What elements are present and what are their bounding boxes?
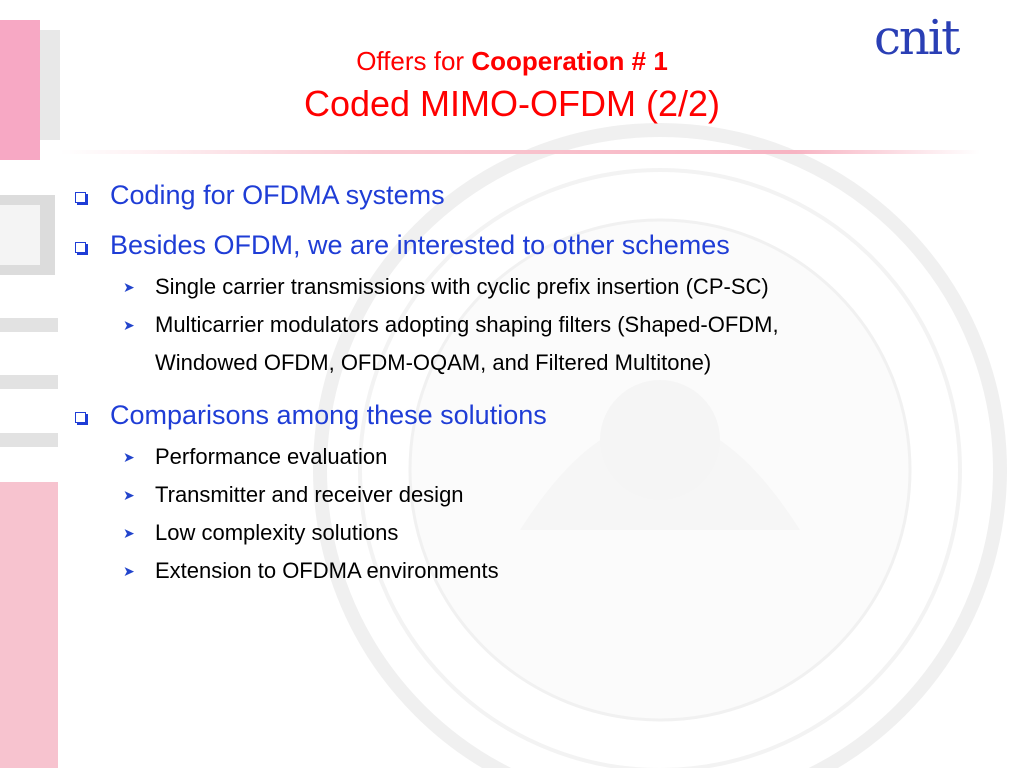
- arrowhead-bullet-icon: ➤: [123, 449, 135, 465]
- arrowhead-bullet-icon: ➤: [123, 317, 135, 333]
- sub-bullet: [70, 438, 990, 476]
- bullet-text: Coding for OFDMA systems: [110, 180, 445, 210]
- square-bullet-icon: [75, 192, 86, 203]
- sub-bullet: [70, 306, 990, 344]
- bullet-text: Besides OFDM, we are interested to other schemes: [110, 230, 730, 260]
- sub-bullet: [70, 476, 990, 514]
- arrowhead-bullet-icon: ➤: [123, 563, 135, 579]
- sub-bullet: [70, 514, 990, 552]
- sub-bullet-text: Performance evaluation: [155, 444, 388, 469]
- title-prefix: Offers for: [356, 46, 472, 76]
- square-bullet-icon: [75, 412, 86, 423]
- arrowhead-bullet-icon: ➤: [123, 279, 135, 295]
- sub-bullet-text: Extension to OFDMA environments: [155, 558, 499, 583]
- square-bullet-icon: [75, 242, 86, 253]
- sub-bullet: [70, 552, 990, 590]
- sub-bullet-text: Low complexity solutions: [155, 520, 399, 545]
- title-area: [0, 44, 1024, 126]
- sub-bullet-text: Single carrier transmissions with cyclic prefix insertion (CP-SC): [155, 274, 769, 299]
- bullet-list: [70, 178, 990, 590]
- title-emphasis: Cooperation # 1: [471, 46, 668, 76]
- arrowhead-bullet-icon: ➤: [123, 525, 135, 541]
- sub-bullet: [70, 268, 990, 306]
- bullet-text: Comparisons among these solutions: [110, 400, 547, 430]
- page-title: Coded MIMO-OFDM (2/2): [303, 83, 721, 124]
- sub-bullet-text: Multicarrier modulators adopting shaping filters (Shaped-OFDM,: [155, 312, 779, 337]
- sub-bullet-continuation: [70, 344, 990, 382]
- title-divider: [60, 148, 980, 156]
- sub-bullet-text: Transmitter and receiver design: [155, 482, 464, 507]
- arrowhead-bullet-icon: ➤: [123, 487, 135, 503]
- sub-bullet-text: Windowed OFDM, OFDM-OQAM, and Filtered Multitone): [155, 350, 712, 375]
- bullet-comparisons: [70, 398, 990, 432]
- logo-text: cnit: [874, 14, 959, 62]
- bullet-other-schemes: [70, 228, 990, 262]
- title-kicker: [0, 44, 1024, 78]
- bullet-coding: [70, 178, 990, 212]
